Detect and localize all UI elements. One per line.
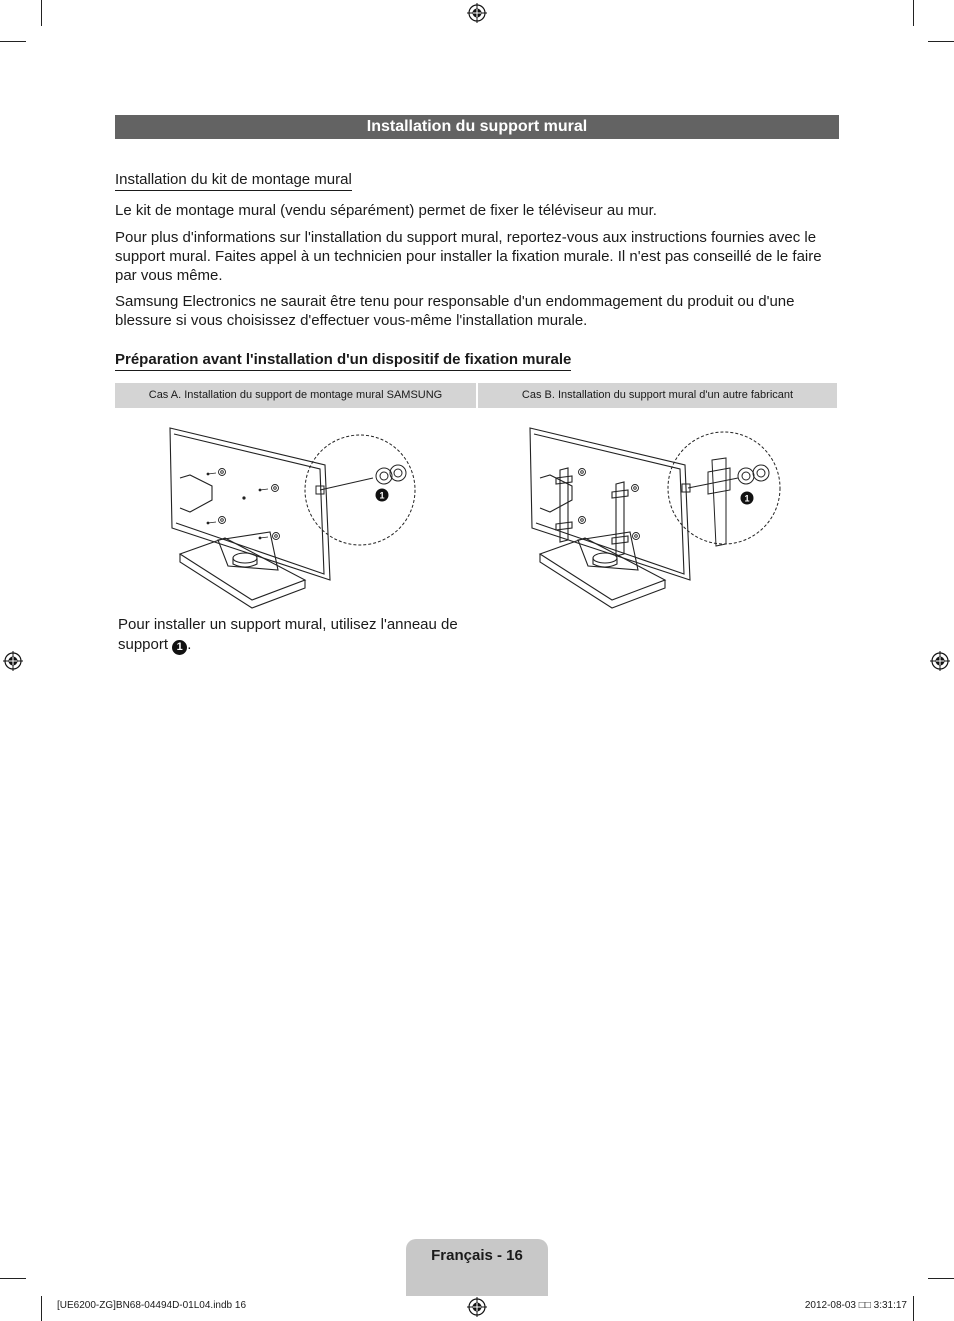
support-ring-caption bbox=[118, 615, 468, 655]
caption-period: . bbox=[187, 636, 192, 653]
section-title: Installation du support mural bbox=[115, 115, 839, 139]
case-b-header: Cas B. Installation du support mural d'un autre fabricant bbox=[478, 383, 837, 408]
page-number: Français - 16 bbox=[431, 1247, 523, 1264]
kit-paragraph: Le kit de montage mural (vendu séparément) permet de fixer le téléviseur au mur. bbox=[115, 202, 657, 219]
prep-heading: Préparation avant l'installation d'un dispositif de fixation murale bbox=[115, 351, 571, 371]
registration-mark-icon bbox=[467, 3, 487, 23]
crop-mark bbox=[928, 1278, 954, 1279]
registration-mark-icon bbox=[930, 651, 950, 671]
tv-wall-mount-diagram-a bbox=[160, 420, 430, 610]
callout-number: 1 bbox=[379, 490, 385, 501]
kit-heading: Installation du kit de montage mural bbox=[115, 171, 352, 191]
file-info: [UE6200-ZG]BN68-04494D-01L04.indb 16 bbox=[57, 1300, 247, 1311]
crop-mark bbox=[41, 1296, 42, 1321]
kit-paragraph: Samsung Electronics ne saurait être tenu pour responsable d'un endommagement du produit ou d'une blessure si vous choisissez d'effectuer vous-même l'installation murale. bbox=[115, 293, 795, 329]
kit-paragraph: Pour plus d'informations sur l'installation du support mural, reportez-vous aux instructions fournies avec le support mural. Faites appel à un technicien pour installer la fixation murale. Il n'est pas conseillé de le faire par vous même. bbox=[115, 229, 822, 284]
crop-mark bbox=[913, 0, 914, 26]
page-number-tab bbox=[406, 1239, 548, 1296]
crop-mark bbox=[0, 1278, 26, 1279]
callout-number: 1 bbox=[744, 493, 750, 504]
tv-wall-mount-diagram-b bbox=[520, 420, 790, 610]
crop-mark bbox=[41, 0, 42, 26]
registration-mark-icon bbox=[3, 651, 23, 671]
crop-mark bbox=[913, 1296, 914, 1321]
caption-text: Pour installer un support mural, utilisez l'anneau de support bbox=[118, 616, 458, 653]
registration-mark-icon bbox=[467, 1297, 487, 1317]
print-timestamp: 2012-08-03 □□ 3:31:17 bbox=[804, 1300, 907, 1311]
callout-number-icon: 1 bbox=[172, 640, 187, 655]
crop-mark bbox=[928, 41, 954, 42]
case-a-header: Cas A. Installation du support de montage mural SAMSUNG bbox=[115, 383, 476, 408]
crop-mark bbox=[0, 41, 26, 42]
